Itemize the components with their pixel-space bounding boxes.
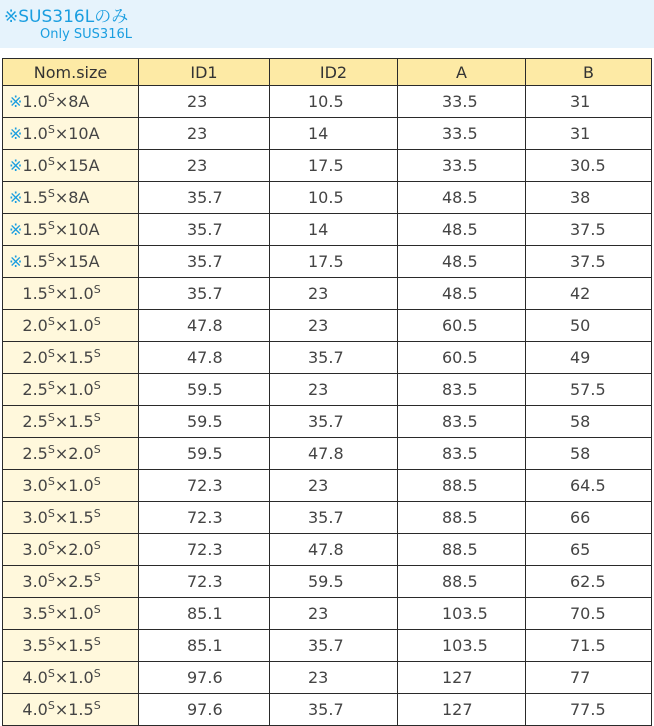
size-b: 1.0: [68, 284, 94, 303]
cell-id2: 47.8: [270, 534, 398, 566]
size-b-suffix: S: [93, 443, 101, 456]
size-b: 1.5: [68, 348, 94, 367]
cell-id2: 17.5: [270, 246, 398, 278]
cell-id2: 10.5: [270, 182, 398, 214]
cell-id2: 47.8: [270, 438, 398, 470]
cell-id2: 14: [270, 118, 398, 150]
size-a-suffix: S: [47, 347, 55, 360]
cell-id2: 17.5: [270, 150, 398, 182]
size-b-suffix: S: [93, 603, 101, 616]
size-a-suffix: S: [47, 315, 55, 328]
cell-nom-size: [3, 694, 139, 726]
cell-id1: 59.5: [139, 406, 270, 438]
table-row: [3, 342, 652, 374]
size-a: 1.0: [22, 124, 48, 143]
size-a: 1.5: [22, 252, 48, 271]
sus316l-mark: ※: [9, 156, 23, 175]
size-b: 1.0: [68, 476, 94, 495]
size-separator: ×: [54, 444, 69, 463]
cell-id1: 97.6: [139, 694, 270, 726]
size-b: 1.5: [68, 636, 94, 655]
header-b: B: [526, 59, 652, 86]
size-b-suffix: S: [93, 699, 101, 712]
cell-id2: 23: [270, 310, 398, 342]
size-a-suffix: S: [47, 411, 55, 424]
table-row: [3, 246, 652, 278]
size-a-suffix: S: [47, 123, 55, 136]
table-row: [3, 566, 652, 598]
size-a-suffix: S: [47, 475, 55, 488]
cell-a: 48.5: [398, 214, 526, 246]
table-row: [3, 182, 652, 214]
table-row: [3, 502, 652, 534]
table-row: [3, 598, 652, 630]
size-a: 2.0: [22, 348, 48, 367]
table-row: [3, 374, 652, 406]
size-b: 15A: [68, 252, 100, 271]
cell-id1: 97.6: [139, 662, 270, 694]
table-row: [3, 470, 652, 502]
header-row: [3, 59, 652, 86]
size-a: 3.0: [22, 572, 48, 591]
cell-a: 88.5: [398, 566, 526, 598]
cell-id2: 59.5: [270, 566, 398, 598]
size-b-suffix: S: [93, 539, 101, 552]
size-a-suffix: S: [47, 699, 55, 712]
size-a: 3.5: [22, 604, 48, 623]
cell-id1: 47.8: [139, 310, 270, 342]
cell-nom-size: [3, 342, 139, 374]
table-row: [3, 694, 652, 726]
cell-b: 37.5: [526, 246, 652, 278]
cell-id1: 23: [139, 118, 270, 150]
cell-nom-size: [3, 470, 139, 502]
table-row: [3, 662, 652, 694]
cell-id2: 35.7: [270, 630, 398, 662]
dimension-table: [2, 58, 652, 726]
cell-id2: 14: [270, 214, 398, 246]
cell-b: 71.5: [526, 630, 652, 662]
cell-nom-size: [3, 534, 139, 566]
size-b: 1.0: [68, 380, 94, 399]
size-b: 10A: [68, 124, 100, 143]
cell-id2: 23: [270, 598, 398, 630]
size-a: 1.0: [22, 156, 48, 175]
table-row: [3, 406, 652, 438]
cell-a: 48.5: [398, 246, 526, 278]
cell-nom-size: [3, 246, 139, 278]
cell-id2: 35.7: [270, 694, 398, 726]
cell-id1: 72.3: [139, 470, 270, 502]
size-b: 1.5: [68, 412, 94, 431]
size-b-suffix: S: [93, 571, 101, 584]
size-a-suffix: S: [47, 603, 55, 616]
cell-a: 88.5: [398, 534, 526, 566]
size-a: 3.0: [22, 540, 48, 559]
size-separator: ×: [54, 668, 69, 687]
size-b: 2.5: [68, 572, 94, 591]
size-separator: ×: [54, 156, 69, 175]
cell-b: 50: [526, 310, 652, 342]
size-a-suffix: S: [47, 91, 55, 104]
cell-id2: 23: [270, 470, 398, 502]
cell-a: 33.5: [398, 150, 526, 182]
note-banner: [0, 0, 654, 48]
sus316l-mark: ※: [9, 92, 23, 111]
size-b-suffix: S: [93, 667, 101, 680]
size-a-suffix: S: [47, 251, 55, 264]
size-a-suffix: S: [47, 443, 55, 456]
header-id1: ID1: [139, 59, 270, 86]
cell-id1: 47.8: [139, 342, 270, 374]
cell-id1: 85.1: [139, 598, 270, 630]
cell-b: 58: [526, 438, 652, 470]
cell-id1: 72.3: [139, 502, 270, 534]
cell-nom-size: [3, 630, 139, 662]
size-a: 1.5: [22, 284, 48, 303]
cell-b: 77: [526, 662, 652, 694]
size-b-suffix: S: [93, 475, 101, 488]
table-row: [3, 86, 652, 118]
cell-b: 37.5: [526, 214, 652, 246]
table-row: [3, 150, 652, 182]
cell-a: 33.5: [398, 86, 526, 118]
cell-a: 88.5: [398, 470, 526, 502]
cell-b: 58: [526, 406, 652, 438]
size-separator: ×: [54, 700, 69, 719]
size-a-suffix: S: [47, 379, 55, 392]
cell-b: 77.5: [526, 694, 652, 726]
note-japanese: ※SUS316Lのみ: [4, 7, 129, 27]
cell-nom-size: [3, 566, 139, 598]
cell-a: 33.5: [398, 118, 526, 150]
cell-id2: 23: [270, 278, 398, 310]
size-separator: ×: [54, 604, 69, 623]
cell-a: 88.5: [398, 502, 526, 534]
size-separator: ×: [54, 124, 69, 143]
size-b-suffix: S: [93, 379, 101, 392]
size-separator: ×: [54, 476, 69, 495]
size-separator: ×: [54, 252, 69, 271]
size-a-suffix: S: [47, 667, 55, 680]
cell-b: 64.5: [526, 470, 652, 502]
size-separator: ×: [54, 348, 69, 367]
cell-b: 38: [526, 182, 652, 214]
size-a: 1.0: [22, 92, 48, 111]
cell-a: 48.5: [398, 278, 526, 310]
size-a-suffix: S: [47, 539, 55, 552]
cell-nom-size: [3, 310, 139, 342]
size-b-suffix: S: [93, 635, 101, 648]
cell-id1: 85.1: [139, 630, 270, 662]
size-a: 4.0: [22, 668, 48, 687]
table-row: [3, 310, 652, 342]
size-b: 15A: [68, 156, 100, 175]
table-row: [3, 118, 652, 150]
table-body: [3, 86, 652, 726]
cell-a: 83.5: [398, 438, 526, 470]
size-separator: ×: [54, 572, 69, 591]
cell-a: 127: [398, 694, 526, 726]
size-separator: ×: [54, 540, 69, 559]
size-a: 1.5: [22, 220, 48, 239]
size-b: 1.0: [68, 668, 94, 687]
cell-id1: 72.3: [139, 566, 270, 598]
cell-a: 103.5: [398, 630, 526, 662]
cell-b: 42: [526, 278, 652, 310]
cell-a: 60.5: [398, 342, 526, 374]
table-row: [3, 214, 652, 246]
size-a: 3.0: [22, 476, 48, 495]
cell-id1: 35.7: [139, 182, 270, 214]
cell-nom-size: [3, 406, 139, 438]
sus316l-mark: ※: [9, 124, 23, 143]
cell-id1: 23: [139, 150, 270, 182]
cell-id2: 23: [270, 662, 398, 694]
cell-b: 66: [526, 502, 652, 534]
size-a: 3.5: [22, 636, 48, 655]
cell-b: 65: [526, 534, 652, 566]
size-a-suffix: S: [47, 283, 55, 296]
size-separator: ×: [54, 284, 69, 303]
cell-b: 49: [526, 342, 652, 374]
header-a: A: [398, 59, 526, 86]
cell-id1: 35.7: [139, 214, 270, 246]
cell-nom-size: [3, 598, 139, 630]
cell-id1: 59.5: [139, 374, 270, 406]
size-b-suffix: S: [93, 411, 101, 424]
cell-id1: 59.5: [139, 438, 270, 470]
size-separator: ×: [54, 220, 69, 239]
size-b: 1.5: [68, 508, 94, 527]
cell-a: 83.5: [398, 374, 526, 406]
size-b-suffix: S: [93, 507, 101, 520]
size-separator: ×: [54, 508, 69, 527]
size-a-suffix: S: [47, 219, 55, 232]
size-separator: ×: [54, 316, 69, 335]
size-a: 2.5: [22, 412, 48, 431]
size-a-suffix: S: [47, 507, 55, 520]
cell-id2: 35.7: [270, 502, 398, 534]
size-b-suffix: S: [93, 283, 101, 296]
size-separator: ×: [54, 412, 69, 431]
cell-nom-size: [3, 182, 139, 214]
size-a: 2.0: [22, 316, 48, 335]
size-b: 1.0: [68, 604, 94, 623]
size-a-suffix: S: [47, 155, 55, 168]
cell-a: 60.5: [398, 310, 526, 342]
size-b-suffix: S: [93, 315, 101, 328]
size-a-suffix: S: [47, 571, 55, 584]
size-a: 2.5: [22, 380, 48, 399]
cell-b: 31: [526, 86, 652, 118]
size-b: 1.5: [68, 700, 94, 719]
size-b: 8A: [68, 92, 90, 111]
sus316l-mark: ※: [9, 220, 23, 239]
cell-nom-size: [3, 374, 139, 406]
cell-a: 127: [398, 662, 526, 694]
cell-nom-size: [3, 662, 139, 694]
size-separator: ×: [54, 188, 69, 207]
cell-id1: 35.7: [139, 246, 270, 278]
size-separator: ×: [54, 636, 69, 655]
table-row: [3, 438, 652, 470]
size-a: 3.0: [22, 508, 48, 527]
size-separator: ×: [54, 380, 69, 399]
cell-id1: 35.7: [139, 278, 270, 310]
cell-a: 48.5: [398, 182, 526, 214]
size-b: 8A: [68, 188, 90, 207]
cell-b: 30.5: [526, 150, 652, 182]
table-row: [3, 630, 652, 662]
size-a: 4.0: [22, 700, 48, 719]
note-english: Only SUS316L: [40, 27, 132, 42]
cell-id2: 35.7: [270, 406, 398, 438]
size-b: 2.0: [68, 540, 94, 559]
cell-id1: 72.3: [139, 534, 270, 566]
cell-a: 83.5: [398, 406, 526, 438]
size-separator: ×: [54, 92, 69, 111]
table-row: [3, 278, 652, 310]
cell-b: 62.5: [526, 566, 652, 598]
cell-nom-size: [3, 214, 139, 246]
size-a: 1.5: [22, 188, 48, 207]
cell-a: 103.5: [398, 598, 526, 630]
cell-id2: 10.5: [270, 86, 398, 118]
cell-nom-size: [3, 86, 139, 118]
header-id2: ID2: [270, 59, 398, 86]
cell-b: 31: [526, 118, 652, 150]
cell-b: 70.5: [526, 598, 652, 630]
cell-id2: 35.7: [270, 342, 398, 374]
cell-nom-size: [3, 278, 139, 310]
size-b: 1.0: [68, 316, 94, 335]
sus316l-mark: ※: [9, 188, 23, 207]
size-b: 10A: [68, 220, 100, 239]
cell-nom-size: [3, 438, 139, 470]
cell-b: 57.5: [526, 374, 652, 406]
sus316l-mark: ※: [9, 252, 23, 271]
size-a: 2.5: [22, 444, 48, 463]
cell-id2: 23: [270, 374, 398, 406]
cell-nom-size: [3, 150, 139, 182]
header-nom-size: Nom.size: [3, 59, 139, 86]
size-b-suffix: S: [93, 347, 101, 360]
size-a-suffix: S: [47, 187, 55, 200]
table-row: [3, 534, 652, 566]
size-a-suffix: S: [47, 635, 55, 648]
cell-nom-size: [3, 502, 139, 534]
cell-nom-size: [3, 118, 139, 150]
cell-id1: 23: [139, 86, 270, 118]
size-b: 2.0: [68, 444, 94, 463]
